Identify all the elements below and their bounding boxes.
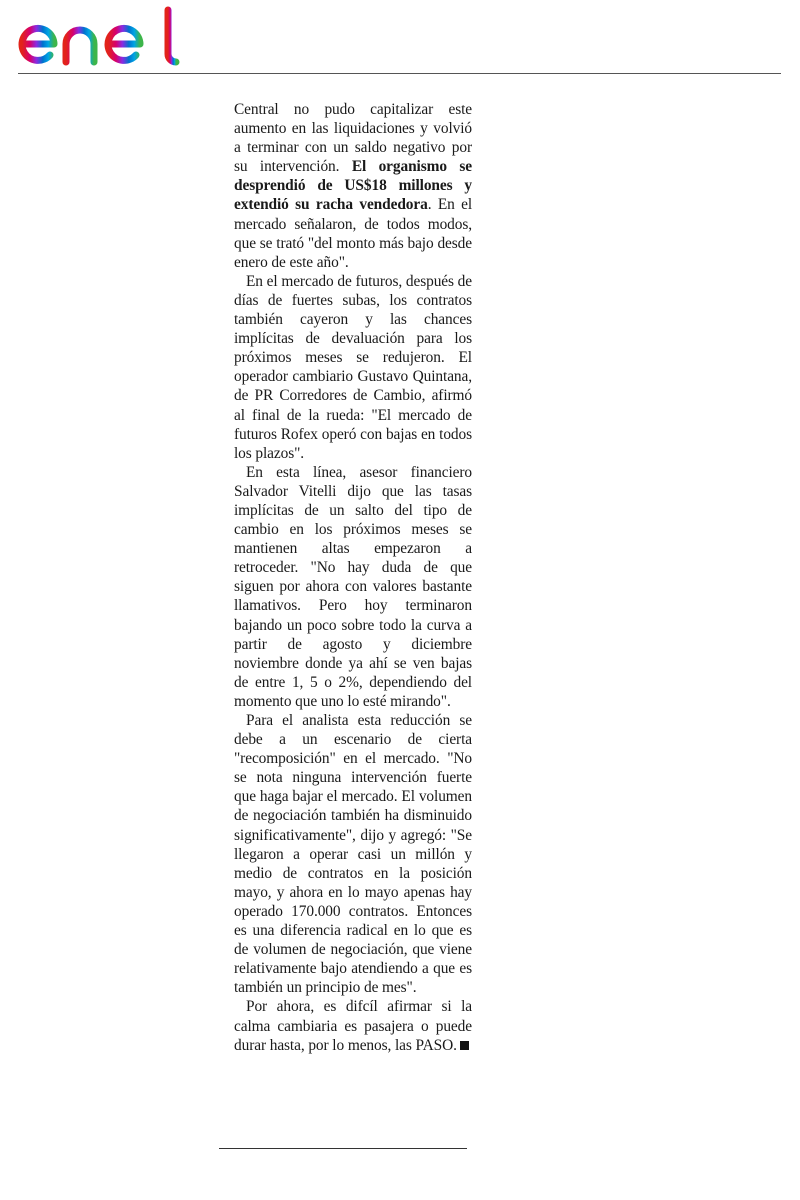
paragraph-5	[234, 997, 472, 1054]
article-body	[234, 100, 472, 1055]
paragraph-3: En esta línea, asesor financiero Salvador Vitelli dijo que las tasas implícitas de un salto del tipo de cambio en los próximos meses se mantienen altas empezaron a retroceder. "No hay duda de que siguen por ahora con valores bastante llamativos. Pero hoy terminaron bajando un poco sobre todo la curva a partir de agosto y diciembre noviembre donde ya ahí se ven bajas de entre 1, 5 o 2%, dependiendo del momento que uno lo esté mirando".	[234, 463, 472, 710]
paragraph-2: En el mercado de futuros, después de días de fuertes subas, los contratos también cayeron y las chances implícitas de devaluación para los próximos meses se redujeron. El operador cambiario Gustavo Quintana, de PR Corredores de Cambio, afirmó al final de la rueda: "El mercado de futuros Rofex operó con bajas en todos los plazos".	[234, 272, 472, 462]
paragraph-1-highlight: El organismo se desprendió de US$18 millones y extendió su racha vendedora	[234, 158, 472, 214]
paragraph-1-text-a: Central no pudo capitalizar este aumento en las liquidaciones y volvió a terminar con un saldo negativo por su intervención.	[234, 101, 472, 176]
end-of-article-mark	[460, 1041, 469, 1050]
paragraph-1	[234, 100, 472, 272]
paragraph-5-text: Por ahora, es difcíl afirmar si la calma cambiaria es pasajera o puede durar hasta, por lo menos, las PASO.	[234, 998, 472, 1054]
paragraph-1-text-b: . En el mercado señalaron, de todos modos, que se trató "del monto más bajo desde enero de este año".	[234, 196, 472, 271]
paragraph-4: Para el analista esta reducción se debe a un escenario de cierta "recomposición" en el mercado. "No se nota ninguna intervención fuerte que haga bajar el mercado. El volumen de negociación también ha disminuido significativamente", dijo y agregó: "Se llegaron a operar casi un millón y medio de contratos en la posición mayo, y ahora en lo mayo apenas hay operado 170.000 contratos. Entonces es una diferencia radical en lo que es de volumen de negociación, que viene relativamente bajo atendiendo a que es también un principio de mes".	[234, 712, 472, 997]
enel-logo	[16, 4, 180, 68]
header-divider	[18, 73, 781, 74]
footer-divider	[219, 1148, 467, 1149]
